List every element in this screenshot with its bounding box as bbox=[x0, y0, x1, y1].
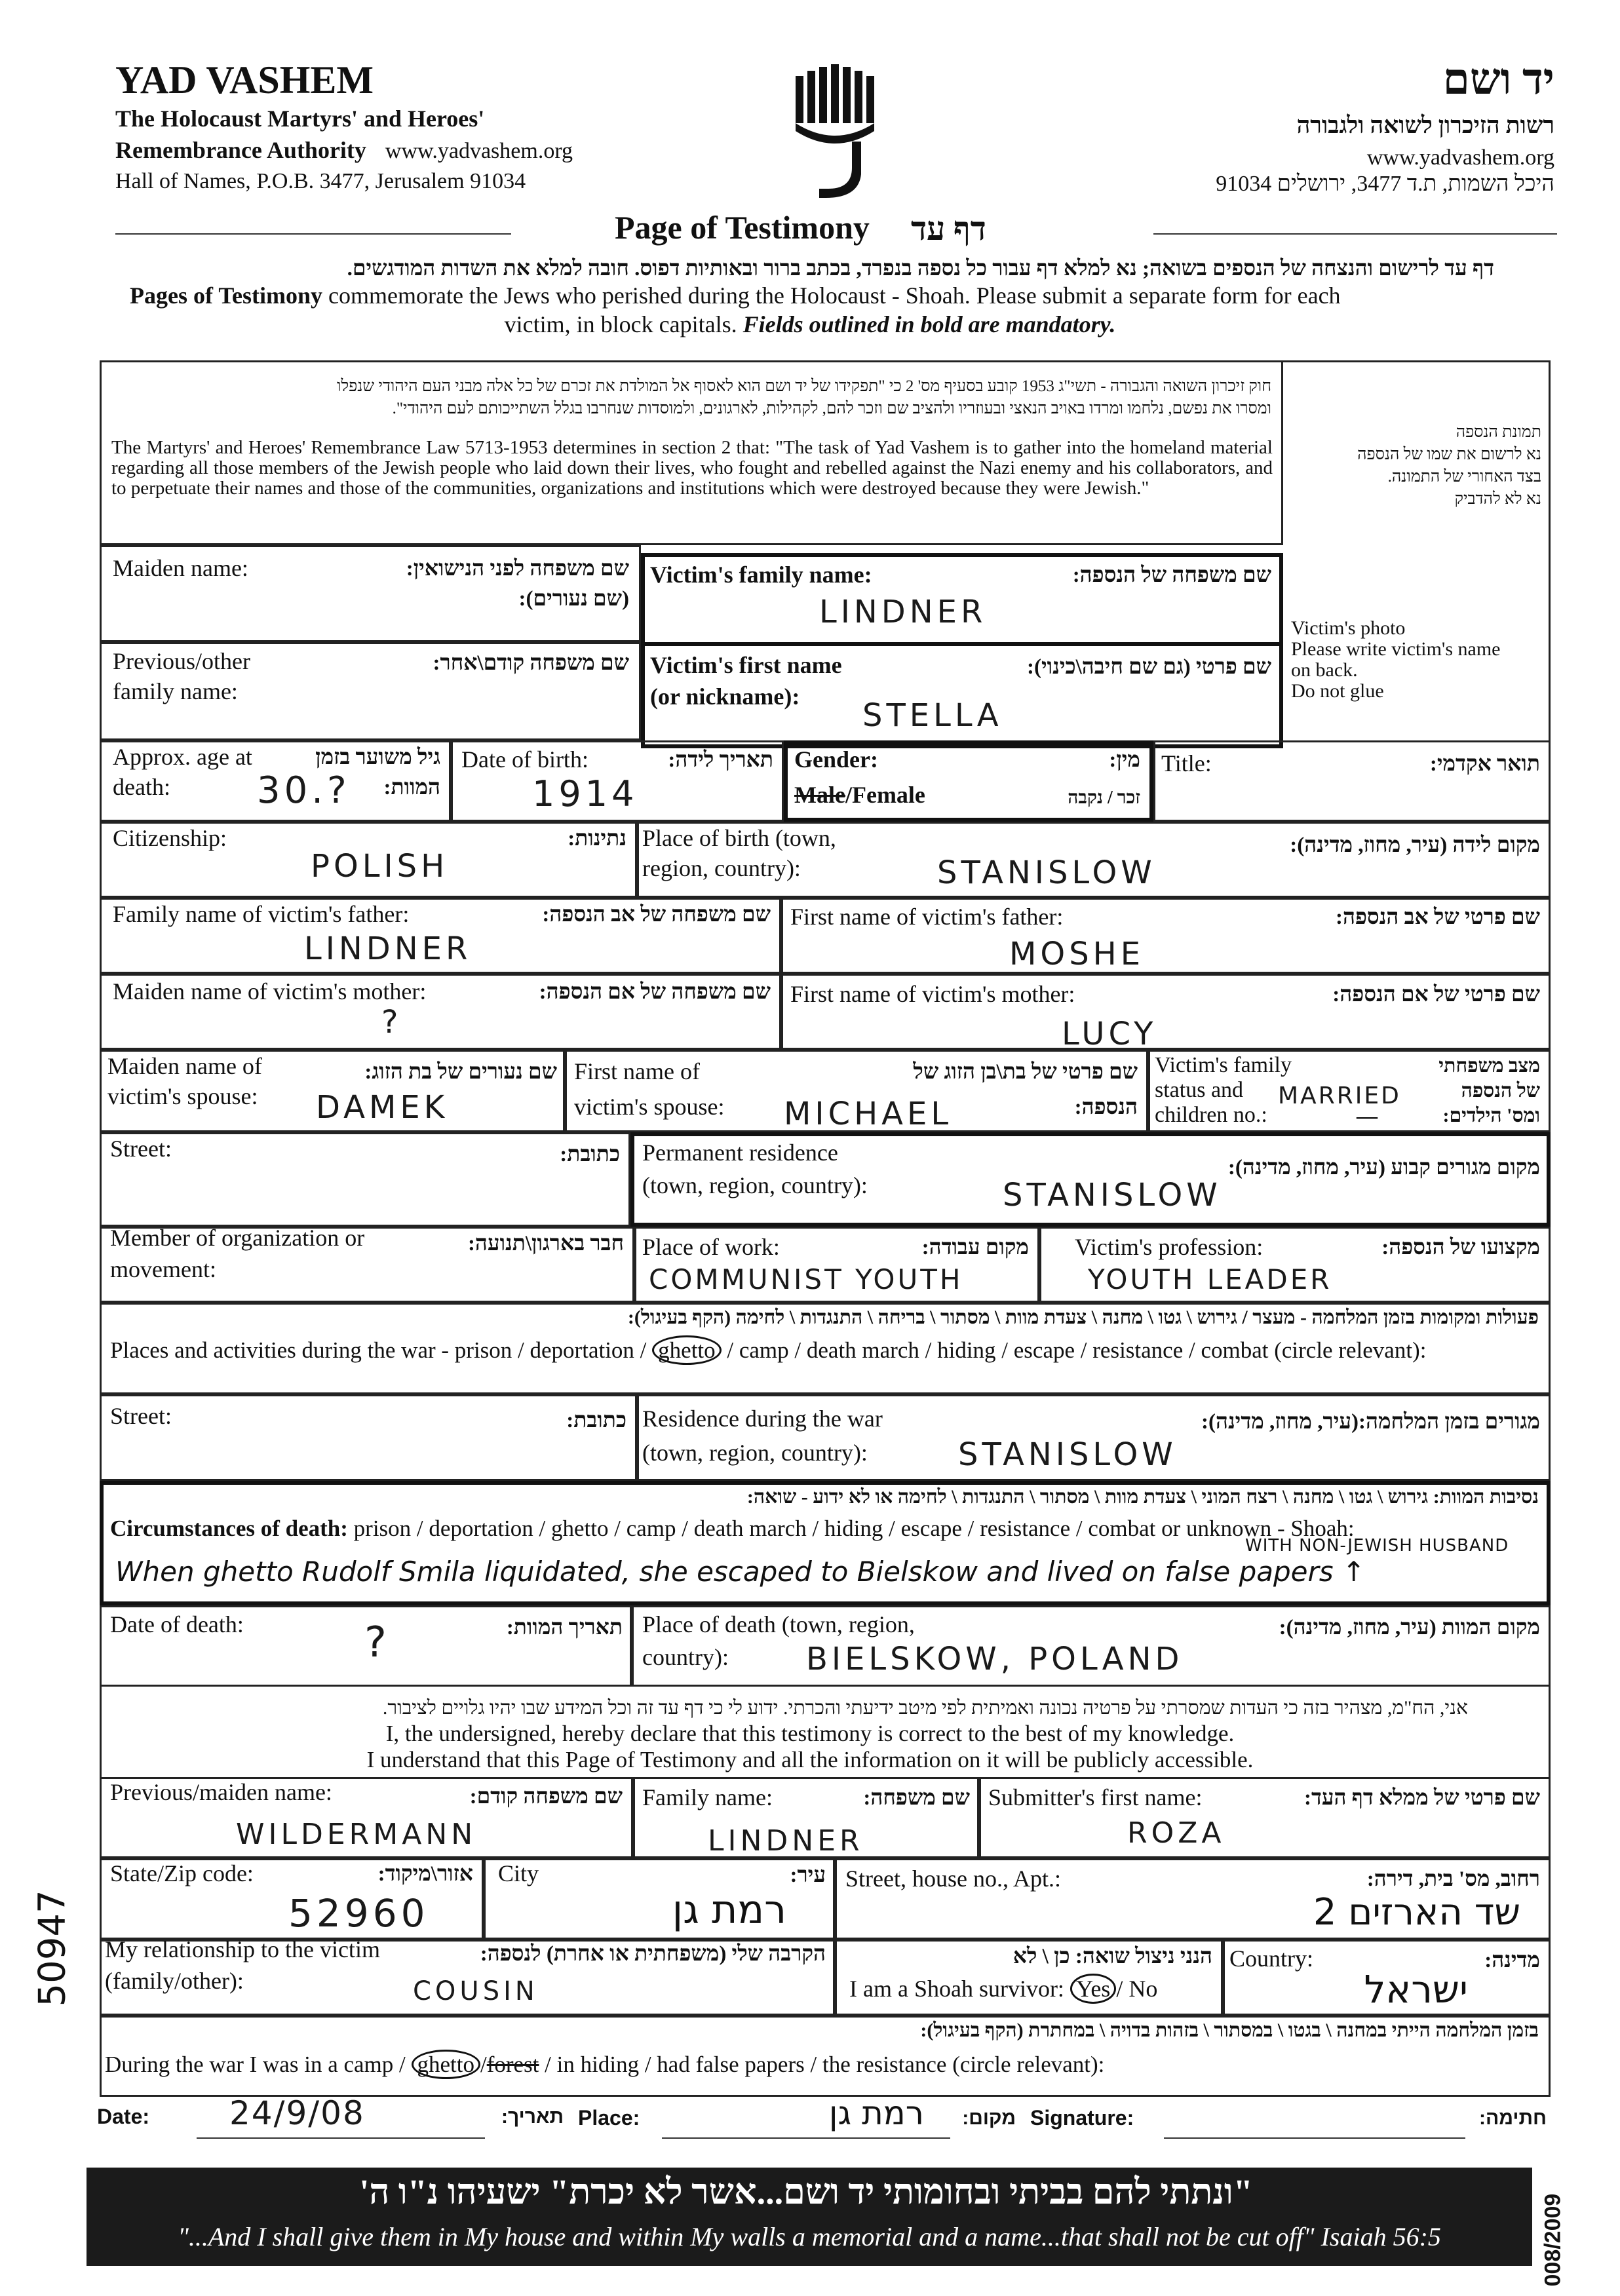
street2-label-he: כתובת: bbox=[566, 1409, 627, 1432]
father-first-label: First name of victim's father: bbox=[790, 904, 1064, 930]
war-status-pre: During the war I was in a camp / bbox=[105, 2052, 406, 2077]
pob-label-1: Place of birth (town, bbox=[642, 825, 836, 851]
intro-en-2-text: victim, in block capitals. bbox=[504, 311, 743, 337]
declaration-en-1: I, the undersigned, hereby declare that this testimony is correct to the best of my knowledge. bbox=[385, 1721, 1235, 1746]
relationship-label-2: (family/other): bbox=[105, 1968, 244, 1994]
pod-value: BIELSKOW, POLAND bbox=[806, 1641, 1184, 1677]
survivor-label-en bbox=[849, 1974, 1157, 2004]
sub-prev-value: WILDERMANN bbox=[236, 1818, 477, 1851]
place-value: רמת גן bbox=[828, 2094, 924, 2132]
citizenship-value: POLISH bbox=[311, 848, 449, 885]
dob-label: Date of birth: bbox=[461, 746, 588, 773]
circumstances-value: When ghetto Rudolf Smila liquidated, she escaped to Bielskow and lived on false papers ↑ bbox=[115, 1556, 1366, 1588]
perm-res-label-he: מקום מגורים קבוע (עיר, מחוז, מדינה): bbox=[1227, 1156, 1540, 1179]
sub-family-label-he: שם משפחה: bbox=[863, 1786, 970, 1810]
spouse-first-label-he-2: הנספה: bbox=[1074, 1096, 1138, 1119]
mother-maiden-label: Maiden name of victim's mother: bbox=[113, 978, 427, 1004]
age-value: 30.? bbox=[257, 769, 351, 812]
pod-label-2: country): bbox=[642, 1644, 729, 1670]
profession-label: Victim's profession: bbox=[1075, 1234, 1263, 1260]
survivor-label-post[interactable]: / No bbox=[1116, 1976, 1158, 2002]
page-title-en: Page of Testimony bbox=[615, 209, 870, 246]
form-code: 008/2009 bbox=[1540, 2193, 1566, 2287]
war-res-label-1: Residence during the war bbox=[642, 1406, 883, 1432]
sub-street-label: Street, house no., Apt.: bbox=[845, 1866, 1061, 1892]
photo-en-1: Victim's photo bbox=[1291, 617, 1406, 639]
photo-he-3: בצד האחורי של התמונה. bbox=[1387, 468, 1541, 486]
mother-maiden-label-he: שם משפחה של אם הנספה: bbox=[539, 980, 771, 1004]
family-status-label-he-2: של הנספה bbox=[1461, 1080, 1540, 1101]
sub-first-label: Submitter's first name: bbox=[988, 1784, 1203, 1810]
pob-value: STANISLOW bbox=[937, 854, 1156, 891]
circumstances-label-rest: prison / deportation / ghetto / camp / death march / hiding / escape / resistance / combat or unknown - Shoah: bbox=[347, 1516, 1355, 1541]
intro-en-2 bbox=[0, 311, 1620, 338]
org-member-label-he: חבר בארגון\תנועה: bbox=[467, 1232, 624, 1255]
father-family-value: LINDNER bbox=[304, 930, 472, 967]
spouse-maiden-label-1: Maiden name of bbox=[107, 1053, 262, 1079]
side-stamp-number: 50947 bbox=[31, 1890, 74, 2007]
family-status-value: MARRIED bbox=[1278, 1082, 1401, 1109]
work-value: COMMUNIST YOUTH bbox=[649, 1263, 963, 1295]
places-label-en-pre: Places and activities during the war - prison / deportation / bbox=[110, 1337, 647, 1363]
title-rule-left bbox=[115, 233, 511, 235]
family-name-label: Victim's family name: bbox=[650, 562, 872, 588]
profession-label-he: מקצועו של הנספה: bbox=[1381, 1236, 1540, 1259]
survivor-yes-circled[interactable]: Yes bbox=[1070, 1974, 1116, 2004]
title-label: Title: bbox=[1161, 750, 1212, 776]
relationship-label-he: הקרבה שלי (משפחתית או אחרת) לנספה: bbox=[480, 1942, 826, 1966]
gender-options bbox=[794, 780, 925, 810]
places-ghetto-circled[interactable]: ghetto bbox=[652, 1335, 721, 1365]
sub-first-label-he: שם פרטי של ממלא דף העד: bbox=[1304, 1786, 1540, 1810]
place-label-he: מקום: bbox=[962, 2107, 1016, 2129]
prev-name-label-he: שם משפחה קודם\אחר: bbox=[433, 651, 629, 675]
signature-line bbox=[1164, 2137, 1465, 2139]
first-name-label-1: Victim's first name bbox=[650, 652, 842, 678]
city-label-he: עיר: bbox=[790, 1864, 826, 1887]
city-label: City bbox=[498, 1860, 539, 1886]
citizenship-label: Citizenship: bbox=[113, 825, 227, 851]
sub-prev-label-he: שם משפחה קודם: bbox=[469, 1785, 623, 1808]
pod-label-1: Place of death (town, region, bbox=[642, 1611, 915, 1637]
org-name-he: יד ושם bbox=[1442, 56, 1554, 104]
places-label-en-post: / camp / death march / hiding / escape / resistance / combat (circle relevant): bbox=[727, 1337, 1427, 1363]
age-label-1: Approx. age at bbox=[113, 744, 252, 770]
date-label-he: תאריך: bbox=[501, 2106, 564, 2128]
perm-res-label-2: (town, region, country): bbox=[642, 1172, 868, 1198]
family-status-label-he-3: ומס' הילדים: bbox=[1442, 1105, 1540, 1126]
org-member-label-2: movement: bbox=[110, 1256, 216, 1282]
photo-en-4: Do not glue bbox=[1291, 680, 1384, 702]
declaration-en-2: I understand that this Page of Testimony and all the information on it will be publicly accessible. bbox=[366, 1747, 1254, 1772]
relationship-value: COUSIN bbox=[413, 1976, 539, 2006]
mother-first-label-he: שם פרטי של אם הנספה: bbox=[1332, 983, 1540, 1006]
war-status-post: / in hiding / had false papers / the resistance (circle relevant): bbox=[545, 2052, 1105, 2077]
yad-vashem-logo-icon bbox=[793, 63, 878, 201]
war-res-value: STANISLOW bbox=[958, 1436, 1177, 1473]
intro-en-1 bbox=[130, 282, 1341, 309]
spouse-maiden-label-2: victim's spouse: bbox=[107, 1083, 258, 1109]
photo-en-3: on back. bbox=[1291, 659, 1358, 681]
city-value: רמת גן bbox=[672, 1887, 786, 1933]
dod-label: Date of death: bbox=[110, 1611, 244, 1637]
org-address-he: היכל השמות, ת.ד 3477, ירושלים 91034 bbox=[1216, 172, 1554, 196]
dob-label-he: תאריך לידה: bbox=[668, 748, 773, 772]
intro-en-rest: commemorate the Jews who perished during the Holocaust - Shoah. Please submit a separate form for each bbox=[322, 282, 1341, 309]
photo-he-4: נא לא להדביק bbox=[1454, 490, 1541, 508]
country-label: Country: bbox=[1229, 1945, 1314, 1972]
mother-first-label: First name of victim's mother: bbox=[790, 981, 1075, 1007]
gender-male-struck[interactable]: Male bbox=[794, 782, 845, 808]
war-status-sep: / bbox=[480, 2052, 487, 2077]
family-first-divider bbox=[641, 642, 1283, 646]
street-label-he: כתובת: bbox=[560, 1143, 620, 1166]
signature-label-he: חתימה: bbox=[1478, 2107, 1547, 2129]
org-url-en: www.yadvashem.org bbox=[385, 139, 573, 163]
war-res-label-2: (town, region, country): bbox=[642, 1440, 868, 1466]
date-label: Date: bbox=[97, 2105, 150, 2128]
declaration-he: אני, הח"מ, מצהיר בזה כי העדות שמסרתי על פרטיה נכונה ואמיתית לפי מיטב ידיעתי והכרתי. ידוע לי כי דף עד זה וכל המידע שבו יהיו גלויים לציבור. bbox=[382, 1697, 1468, 1719]
sub-street-value: שד הארזים 2 bbox=[1313, 1891, 1520, 1934]
family-status-label-3: children no.: bbox=[1155, 1103, 1267, 1127]
pob-label-2: region, country): bbox=[642, 855, 801, 881]
street2-label: Street: bbox=[110, 1403, 172, 1429]
circumstances-label-he: נסיבות המוות: גירוש \ גטו \ מחנה \ רצח המוני \ צעדת מוות \ מסתור \ התנגדות \ לחימה או לא ידוע - שואה: bbox=[746, 1486, 1539, 1508]
date-line bbox=[197, 2137, 485, 2139]
maiden-name-label-he-2: (שם נעורים): bbox=[518, 587, 629, 611]
gender-options-he: זכר / נקבה bbox=[1068, 788, 1140, 808]
family-name-label-he: שם משפחה של הנספה: bbox=[1072, 564, 1271, 587]
gender-label-he: מין: bbox=[1109, 748, 1140, 772]
war-status-label-en bbox=[105, 2050, 1104, 2080]
places-label-en bbox=[110, 1335, 1426, 1366]
country-value: ישראל bbox=[1364, 1967, 1468, 2012]
spouse-maiden-value: DAMEK bbox=[316, 1089, 449, 1126]
age-label-he-2: המוות: bbox=[383, 776, 440, 799]
citizenship-label-he: נתינות: bbox=[568, 827, 627, 851]
spouse-first-label-he-1: שם פרטי של בת\בן הזוג של bbox=[913, 1060, 1138, 1084]
first-name-label-2: (or nickname): bbox=[650, 683, 800, 710]
father-family-label: Family name of victim's father: bbox=[113, 901, 410, 927]
dod-value: ? bbox=[364, 1618, 391, 1667]
org-name-en: YAD VASHEM bbox=[115, 58, 374, 102]
maiden-name-label-he: שם משפחה לפני הנישואין: bbox=[406, 557, 629, 581]
intro-en-bold: Pages of Testimony bbox=[130, 282, 323, 309]
family-status-label-he-1: מצב משפחתי bbox=[1438, 1055, 1540, 1077]
war-status-forest-struck[interactable]: forest bbox=[486, 2052, 539, 2077]
father-first-value: MOSHE bbox=[1009, 936, 1145, 972]
country-label-he: מדינה: bbox=[1484, 1949, 1540, 1972]
photo-he-1: תמונת הנספה bbox=[1456, 423, 1541, 441]
zip-label: State/Zip code: bbox=[110, 1860, 254, 1886]
father-family-label-he: שם משפחה של אב הנספה: bbox=[542, 903, 771, 927]
page-title-he: דף עד bbox=[911, 210, 986, 247]
org-sub-en-2: Remembrance Authority bbox=[115, 137, 366, 163]
place-line bbox=[662, 2137, 950, 2139]
dod-label-he: תאריך המוות: bbox=[506, 1616, 623, 1639]
place-label: Place: bbox=[578, 2106, 640, 2130]
maiden-name-label: Maiden name: bbox=[113, 555, 248, 581]
intro-he: דף עד לרישום והנצחה של הנספים בשואה; נא למלא דף עבור כל נספה בנפרד, בכתב ברור ובאותיות דפוס. חובה למלא את השדות המודגשים. bbox=[347, 257, 1494, 280]
spouse-first-value: MICHAEL bbox=[784, 1096, 953, 1132]
circumstances-insert: WITH NON-JEWISH HUSBAND bbox=[1245, 1536, 1509, 1556]
org-sub-en-1: The Holocaust Martyrs' and Heroes' bbox=[115, 105, 485, 132]
spouse-first-label-1: First name of bbox=[574, 1058, 700, 1084]
street-label: Street: bbox=[110, 1136, 172, 1162]
war-res-label-he: מגורים בזמן המלחמה:(עיר, מחוז, מדינה): bbox=[1201, 1410, 1540, 1434]
first-name-value: STELLA bbox=[862, 697, 1003, 734]
mother-first-value: LUCY bbox=[1062, 1016, 1157, 1052]
org-url-he-side: www.yadvashem.org bbox=[1366, 145, 1554, 170]
family-status-label-2: status and bbox=[1155, 1078, 1244, 1102]
age-label-2: death: bbox=[113, 774, 170, 800]
work-label: Place of work: bbox=[642, 1234, 780, 1260]
footer-quote-en: "...And I shall give them in My house and within My walls a memorial and a name...that shall not be cut off" Isaiah 56:5 bbox=[178, 2222, 1441, 2251]
first-name-label-he: שם פרטי (גם שם חיבה\כינוי): bbox=[1027, 655, 1271, 679]
org-address-en: Hall of Names, P.O.B. 3477, Jerusalem 91034 bbox=[115, 169, 526, 193]
war-status-ghetto-circled[interactable]: ghetto bbox=[412, 2050, 480, 2079]
prev-name-label-2: family name: bbox=[113, 678, 238, 704]
law-en: The Martyrs' and Heroes' Remembrance Law 5713-1953 determines in section 2 that: "The task of Yad Vashem is to gather into the homeland material regarding all those members of the Jewish people who laid down their lives, who fought and rebelled against the Nazi enemy and his collaborators, and to perpetuate their names and those of the communities, organizations and institutions which were destroyed because they were Jewish." bbox=[111, 437, 1273, 499]
photo-en-2: Please write victim's name bbox=[1291, 638, 1501, 660]
date-value: 24/9/08 bbox=[229, 2094, 365, 2132]
org-sub-en-2-line bbox=[115, 136, 573, 164]
signature-label: Signature: bbox=[1030, 2106, 1134, 2130]
zip-value: 52960 bbox=[288, 1891, 429, 1936]
law-he-1: חוק זיכרון השואה והגבורה - תשי"ג 1953 קובע בסעיף מס' 2 כי "תפקידו של יד ושם הוא לאסוף אל המולדת את זכרם של כל אלה מבני העם היהודי שנפלו bbox=[337, 377, 1271, 395]
places-label-he-text: פעולות ומקומות בזמן המלחמה - מעצר / גירוש \ גטו \ מחנה \ צעדת מוות \ מסתור \ בריחה \ התנגדות \ לחימה (הקף בעיגול): bbox=[627, 1307, 1539, 1328]
title-rule-right bbox=[1153, 233, 1557, 235]
zip-label-he: אזור\מיקוד: bbox=[377, 1862, 473, 1886]
spouse-maiden-label-he: שם נעורים של בת הזוג: bbox=[364, 1060, 557, 1084]
survivor-label-pre: I am a Shoah survivor: bbox=[849, 1976, 1070, 2002]
perm-res-value: STANISLOW bbox=[1003, 1177, 1222, 1214]
intro-en-2-bold: Fields outlined in bold are mandatory. bbox=[742, 311, 1116, 337]
org-sub-he: רשות הזיכרון לשואה ולגבורה bbox=[1296, 112, 1554, 138]
gender-female[interactable]: /Female bbox=[845, 782, 925, 808]
photo-he-2: נא לרשום את שמו של הנספה bbox=[1357, 446, 1541, 463]
age-label-he-1: גיל משוער בזמן bbox=[315, 746, 440, 769]
sub-street-label-he: רחוב, מס' בית, דירה: bbox=[1366, 1867, 1540, 1891]
sub-first-value: ROZA bbox=[1127, 1816, 1225, 1850]
children-value: — bbox=[1355, 1103, 1383, 1130]
perm-res-label-1: Permanent residence bbox=[642, 1139, 838, 1166]
family-status-label-1: Victim's family bbox=[1155, 1053, 1292, 1077]
family-name-value: LINDNER bbox=[819, 594, 987, 630]
sub-family-value: LINDNER bbox=[708, 1824, 864, 1858]
dob-value: 1914 bbox=[532, 773, 638, 814]
org-member-label-1: Member of organization or bbox=[110, 1225, 365, 1251]
pob-label-he: מקום לידה (עיר, מחוז, מדינה): bbox=[1290, 833, 1540, 857]
father-first-label-he: שם פרטי של אב הנספה: bbox=[1335, 906, 1540, 929]
pod-label-he: מקום המוות (עיר, מחוז, מדינה): bbox=[1279, 1616, 1540, 1639]
law-he-2: ומסרו את נפשם, נלחמו ומרדו באויב הנאצי ובעוזריו ולהציב שם וזכר להם, לקהילות, לארגונים, ולמוסדות שנחרבו בגלל השתייכותם לעם היהודי". bbox=[392, 400, 1271, 417]
spouse-first-label-2: victim's spouse: bbox=[574, 1094, 725, 1120]
mother-maiden-value: ? bbox=[381, 1004, 402, 1041]
circumstances-label-bold: Circumstances of death: bbox=[110, 1516, 348, 1541]
sub-family-label: Family name: bbox=[642, 1784, 773, 1810]
footer-quote-he: "ונתתי להם בביתי ובחומותי יד ושם...אשר לא יכרת" ישעיהו נ"ו ה' bbox=[359, 2172, 1253, 2211]
sub-prev-label: Previous/maiden name: bbox=[110, 1779, 332, 1805]
profession-value: YOUTH LEADER bbox=[1088, 1263, 1332, 1295]
survivor-label-he: הנני ניצול שואה: כן \ לא bbox=[1013, 1945, 1212, 1968]
work-label-he: מקום עבודה: bbox=[921, 1236, 1029, 1259]
circumstances-label-en bbox=[110, 1514, 1355, 1544]
war-status-label-he: בזמן המלחמה הייתי במחנה \ בגטו \ במסתור \ בזהות בדויה \ במחתרת (הקף בעיגול): bbox=[920, 2019, 1539, 2041]
gender-label: Gender: bbox=[794, 746, 878, 773]
prev-name-label-1: Previous/other bbox=[113, 648, 250, 674]
relationship-label-1: My relationship to the victim bbox=[105, 1936, 380, 1962]
title-label-he: תואר אקדמי: bbox=[1429, 752, 1540, 776]
